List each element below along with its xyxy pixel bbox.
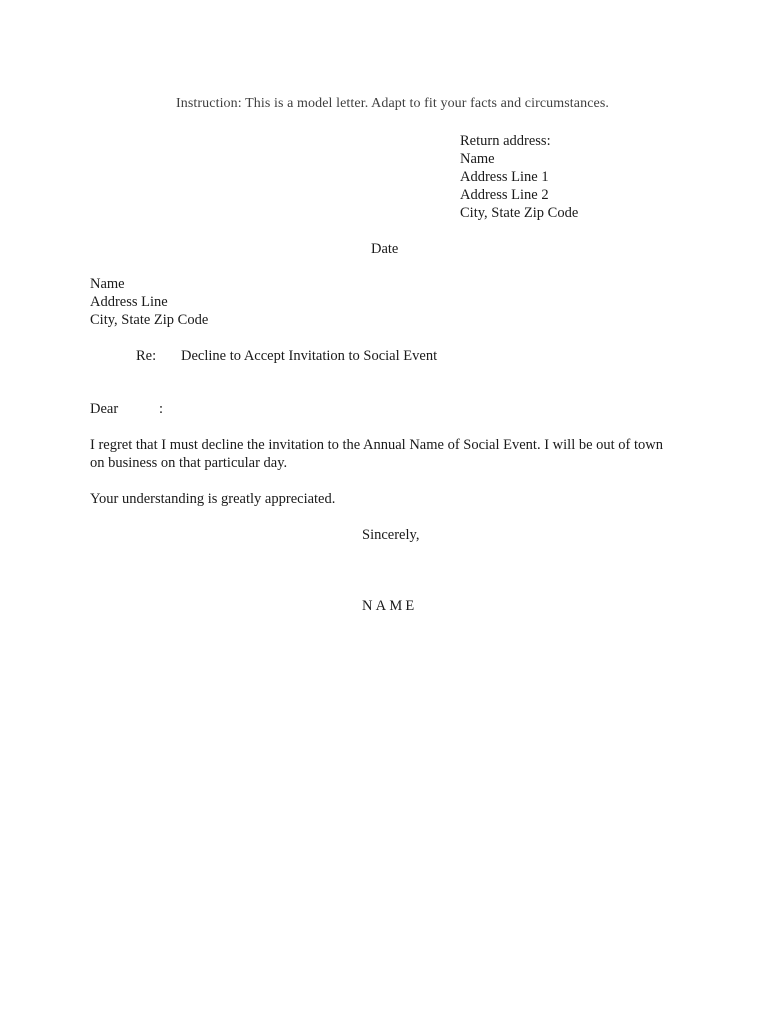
return-address-heading: Return address: [460,133,551,149]
body-line-1: I regret that I must decline the invitation to the Annual Name of Social Event. I will be out of town [90,437,664,453]
signature-name: NAME [362,598,418,614]
body-paragraph [90,436,690,472]
subject-label: Re: [136,348,157,364]
subject-text: Decline to Accept Invitation to Social Event [181,348,438,364]
body-line-2: on business on that particular day. [90,455,288,471]
recipient-address-line: Address Line [90,294,168,310]
recipient-address-block [90,275,208,329]
return-address-name: Name [460,151,495,167]
salutation-word: Dear [90,401,119,417]
recipient-city-state-zip: City, State Zip Code [90,312,209,328]
instruction-text: Instruction: This is a model letter. Adapt to fit your facts and circumstances. [176,96,609,111]
signoff: Sincerely, [362,527,420,543]
letter-date: Date [371,241,399,257]
return-address-line-1: Address Line 1 [460,169,549,185]
closing-paragraph: Your understanding is greatly appreciated. [90,491,336,507]
recipient-name: Name [90,276,125,292]
salutation-colon: : [159,401,164,417]
return-address-block [460,132,578,222]
return-address-city-state-zip: City, State Zip Code [460,205,579,221]
return-address-line-2: Address Line 2 [460,187,549,203]
